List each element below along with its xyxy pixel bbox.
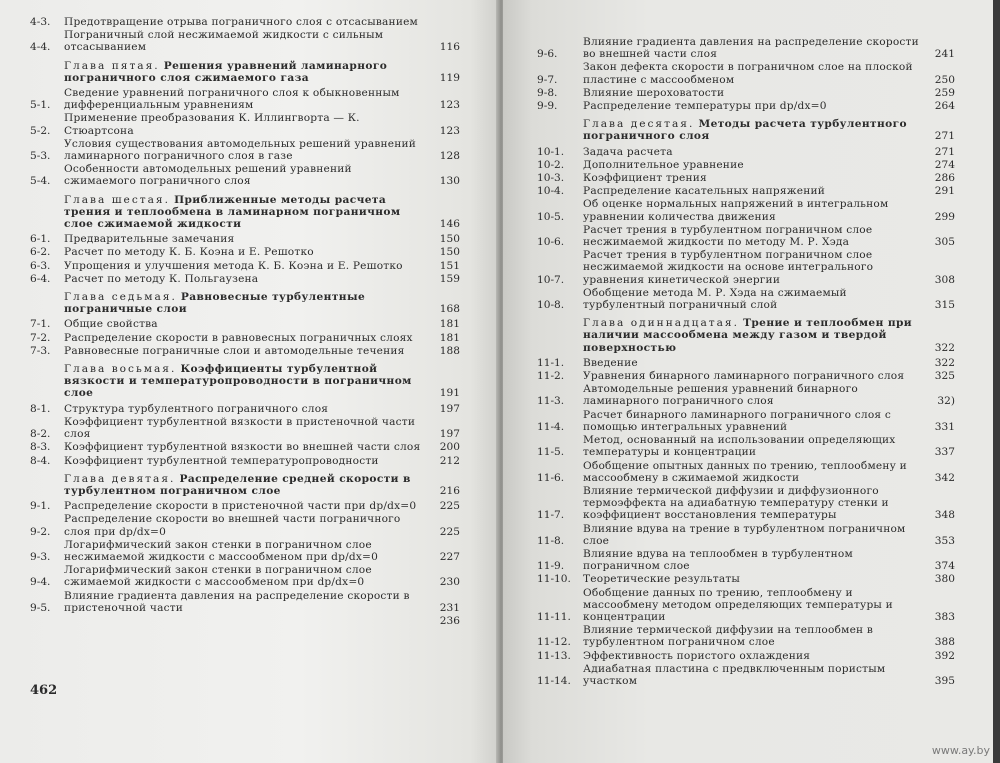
- entry-number: 4-4.: [30, 41, 51, 54]
- entry-number: 10-6.: [537, 236, 565, 249]
- entry-title: [583, 409, 921, 433]
- toc-entry: [30, 138, 460, 162]
- entry-text: Уравнения бинарного ламинарного пограничного слоя: [583, 370, 905, 383]
- entry-text: Расчет трения в турбулентном пограничном слое несжимаемой жидкости по методу М. Р. Хэда: [583, 223, 873, 249]
- entry-title: [583, 224, 921, 248]
- toc-entry: [537, 249, 955, 286]
- entry-title: [64, 590, 426, 614]
- entry-text: Расчет трения в турбулентном пограничном слое несжимаемой жидкости на основе интегрального уравнения кинетической энергии: [583, 249, 874, 286]
- entry-title: [64, 112, 426, 136]
- entry-number: 10-5.: [537, 210, 565, 223]
- toc-entry: [30, 539, 460, 563]
- entry-title: [64, 455, 426, 467]
- entry-text: Влияние шероховатости: [583, 86, 725, 99]
- entry-text: Распределение скорости в пристеночной части при dp/dx=0: [64, 500, 417, 513]
- toc-entry: [537, 287, 955, 311]
- entry-text: Коэффициенты турбулентной вязкости и температуропроводности в пограничном слое: [64, 363, 412, 400]
- entry-page-number: 241: [934, 48, 955, 61]
- toc-entry: [30, 273, 460, 285]
- toc-entry: [30, 615, 460, 627]
- entry-number: 8-3.: [30, 441, 51, 454]
- entry-page-number: 322: [934, 356, 955, 369]
- entry-text: Структура турбулентного пограничного слоя: [64, 402, 329, 415]
- toc-entry: [30, 29, 460, 53]
- entry-text: Распределение скорости в равновесных пограничных слоях: [64, 331, 413, 344]
- chapter-label: Глава одиннадцатая.: [583, 317, 739, 330]
- toc-entry: [537, 87, 955, 99]
- entry-number: 9-4.: [30, 576, 51, 589]
- entry-number: 8-1.: [30, 402, 51, 415]
- entry-text: Влияние вдува на теплообмен в турбулентном пограничном слое: [583, 547, 853, 573]
- entry-page-number: 331: [934, 420, 955, 433]
- toc-entry: [537, 36, 955, 60]
- entry-number: 6-1.: [30, 233, 51, 246]
- chapter-heading: [537, 118, 955, 142]
- entry-text: Расчет бинарного ламинарного пограничного слоя с помощью интегральных уравнений: [583, 408, 892, 433]
- toc-entry: [537, 548, 955, 572]
- entry-number: 10-2.: [537, 158, 565, 171]
- entry-text: Общие свойства: [64, 318, 158, 331]
- entry-page-number: 348: [934, 509, 955, 522]
- toc-entry: [537, 409, 955, 433]
- toc-entry: [30, 87, 460, 111]
- entry-title: [583, 287, 921, 311]
- entry-title: [64, 416, 426, 440]
- toc-entry: [537, 587, 955, 624]
- page-number: 462: [30, 683, 58, 698]
- entry-title: [64, 513, 426, 537]
- toc-entry: [537, 573, 955, 585]
- entry-text: Логарифмический закон стенки в пограничном слое несжимаемой жидкости с массообменом при dp/dx=0: [64, 538, 379, 563]
- entry-page-number: 380: [934, 573, 955, 586]
- entry-page-number: 116: [439, 41, 460, 54]
- toc-entry: [537, 485, 955, 522]
- entry-text: Логарифмический закон стенки в пограничном слое сжимаемой жидкости с массообменом при dp/dx=0: [64, 564, 372, 589]
- entry-text: Решения уравнений ламинарного пограничного слоя сжимаемого газа: [64, 59, 388, 84]
- chapter-title: [64, 291, 426, 315]
- entry-page-number: 383: [934, 610, 955, 623]
- entry-number: 5-1.: [30, 99, 51, 112]
- entry-number: 11-12.: [537, 636, 571, 649]
- entry-text: Эффективность пористого охлаждения: [583, 649, 811, 662]
- toc-entry: [537, 434, 955, 458]
- entry-page-number: 392: [934, 649, 955, 662]
- entry-title: [583, 650, 921, 662]
- entry-number: 11-6.: [537, 471, 565, 484]
- toc-entry: [30, 513, 460, 537]
- entry-number: 11-14.: [537, 674, 571, 687]
- toc-entry: [537, 370, 955, 382]
- entry-number: 11-1.: [537, 356, 565, 369]
- toc-entry: [30, 260, 460, 272]
- toc-entry: [30, 318, 460, 330]
- entry-page-number: 236: [439, 614, 460, 627]
- chapter-label: Глава десятая.: [583, 118, 695, 131]
- entry-page-number: 216: [439, 484, 460, 497]
- entry-page-number: 212: [439, 454, 460, 467]
- entry-page-number: 197: [439, 402, 460, 415]
- toc-entry: [30, 345, 460, 357]
- entry-text: Особенности автомодельных решений уравнений сжимаемого пограничного слоя: [64, 163, 352, 188]
- entry-page-number: 191: [439, 387, 460, 400]
- entry-page-number: 151: [439, 259, 460, 272]
- chapter-heading: [30, 194, 460, 231]
- entry-page-number: 128: [439, 150, 460, 163]
- entry-page-number: 299: [934, 210, 955, 223]
- entry-page-number: 150: [439, 246, 460, 259]
- entry-title: [64, 318, 426, 330]
- toc-entry: [30, 500, 460, 512]
- entry-title: [583, 100, 921, 112]
- entry-number: 11-11.: [537, 610, 571, 623]
- toc-entry: [30, 441, 460, 453]
- entry-number: 9-1.: [30, 500, 51, 513]
- entry-text: Влияние градиента давления на распределение скорости в пристеночной части: [64, 589, 410, 614]
- entry-text: Автомодельные решения уравнений бинарного ламинарного пограничного слоя: [583, 383, 858, 408]
- entry-number: 9-6.: [537, 48, 558, 61]
- toc-entry: [30, 332, 460, 344]
- entry-number: 10-7.: [537, 273, 565, 286]
- entry-page-number: 353: [934, 534, 955, 547]
- entry-title: [64, 332, 426, 344]
- entry-title: [583, 485, 921, 522]
- entry-page-number: 123: [439, 99, 460, 112]
- toc-entry: [537, 172, 955, 184]
- entry-number: 5-4.: [30, 175, 51, 188]
- toc-entry: [537, 224, 955, 248]
- entry-title: [583, 434, 921, 458]
- page-edge-shadow: [993, 0, 1000, 763]
- chapter-title: [64, 194, 426, 231]
- entry-title: [583, 460, 921, 484]
- entry-number: 11-10.: [537, 573, 571, 586]
- entry-text: Расчет по методу К. Польгаузена: [64, 272, 259, 285]
- entry-text: Обобщение метода М. Р. Хэда на сжимаемый турбулентный пограничный слой: [583, 286, 847, 312]
- entry-title: [64, 564, 426, 588]
- entry-text: Обобщение данных по трению, теплообмену и массообмену методом определяющих температуры и концентрации: [583, 586, 893, 623]
- entry-title: [583, 249, 921, 286]
- chapter-label: Глава восьмая.: [64, 363, 177, 376]
- entry-page-number: 250: [934, 73, 955, 86]
- entry-page-number: 395: [934, 674, 955, 687]
- entry-number: 8-4.: [30, 454, 51, 467]
- toc-entry: [30, 416, 460, 440]
- entry-text: Приближенные методы расчета трения и теплообмена в ламинарном пограничном слое сжимаемой жидкости: [64, 193, 401, 231]
- entry-page-number: 271: [934, 145, 955, 158]
- chapter-heading: [30, 363, 460, 400]
- entry-page-number: 231: [439, 601, 460, 614]
- entry-page-number: 181: [439, 331, 460, 344]
- entry-text: Пограничный слой несжимаемой жидкости с сильным отсасыванием: [64, 29, 384, 54]
- toc-entry: [537, 663, 955, 687]
- entry-text: Дополнительное уравнение: [583, 158, 744, 171]
- toc-entry: [537, 650, 955, 662]
- entry-text: Упрощения и улучшения метода К. Б. Коэна и Е. Решотко: [64, 259, 403, 272]
- entry-text: Коэффициент трения: [583, 172, 707, 185]
- entry-title: [64, 163, 426, 187]
- entry-number: 9-3.: [30, 550, 51, 563]
- chapter-label: Глава шестая.: [64, 193, 170, 206]
- entry-title: [583, 548, 921, 572]
- toc-entry: [537, 357, 955, 369]
- entry-text: Методы расчета турбулентного пограничного слоя: [583, 118, 907, 143]
- entry-text: Коэффициент турбулентной вязкости во внешней части слоя: [64, 441, 421, 454]
- entry-number: 9-2.: [30, 525, 51, 538]
- entry-title: [583, 587, 921, 624]
- entry-page-number: 374: [934, 560, 955, 573]
- entry-page-number: 181: [439, 318, 460, 331]
- entry-number: 5-3.: [30, 150, 51, 163]
- entry-number: 10-4.: [537, 185, 565, 198]
- entry-text: Распределение средней скорости в турбулентном пограничном слое: [64, 472, 411, 497]
- chapter-title: [583, 317, 921, 354]
- entry-page-number: 259: [934, 86, 955, 99]
- entry-page-number: 119: [439, 71, 460, 84]
- entry-number: 4-3.: [30, 16, 51, 28]
- entry-page-number: 150: [439, 233, 460, 246]
- entry-text: Распределение температуры при dp/dx=0: [583, 100, 827, 113]
- toc-entry: [30, 246, 460, 258]
- entry-text: Теоретические результаты: [583, 573, 741, 586]
- entry-number: 6-3.: [30, 259, 51, 272]
- entry-number: 9-9.: [537, 100, 558, 113]
- toc-entry: [30, 403, 460, 415]
- entry-title: [583, 357, 921, 369]
- toc-entry: [537, 146, 955, 158]
- watermark: www.ay.by: [931, 744, 990, 757]
- entry-title: [583, 663, 921, 687]
- entry-title: [64, 345, 426, 357]
- toc-entry: [537, 460, 955, 484]
- toc-entry: [30, 233, 460, 245]
- entry-title: [64, 403, 426, 415]
- entry-number: 9-5.: [30, 601, 51, 614]
- toc-entry: [537, 61, 955, 85]
- entry-page-number: 188: [439, 344, 460, 357]
- entry-page-number: 227: [439, 550, 460, 563]
- toc-entry: [537, 624, 955, 648]
- entry-number: 11-9.: [537, 560, 565, 573]
- chapter-heading: [30, 60, 460, 84]
- entry-number: 7-2.: [30, 331, 51, 344]
- toc-entry: [30, 16, 460, 28]
- entry-text: Трение и теплообмен при наличии массообмена между газом и твердой поверхностью: [583, 317, 913, 354]
- entry-page-number: 264: [934, 100, 955, 113]
- entry-page-number: 325: [934, 370, 955, 383]
- entry-number: 5-2.: [30, 124, 51, 137]
- toc-entry: [537, 159, 955, 171]
- entry-text: Влияние термической диффузии и диффузионного термоэффекта на адиабатную температуру стенки и коэффициент восстановления температуры: [583, 484, 889, 522]
- entry-page-number: 168: [439, 303, 460, 316]
- entry-title: [583, 370, 921, 382]
- entry-number: 10-3.: [537, 172, 565, 185]
- entry-title: [583, 523, 921, 547]
- entry-page-number: 388: [934, 636, 955, 649]
- entry-page-number: 225: [439, 500, 460, 513]
- chapter-label: Глава девятая.: [64, 472, 176, 485]
- toc-entry: [30, 590, 460, 614]
- entry-title: [583, 36, 921, 60]
- chapter-title: [583, 118, 921, 142]
- entry-title: [583, 146, 921, 158]
- entry-title: [64, 87, 426, 111]
- entry-text: Влияние градиента давления на распределение скорости во внешней части слоя: [583, 36, 919, 61]
- entry-number: 11-3.: [537, 395, 565, 408]
- entry-number: 9-7.: [537, 73, 558, 86]
- entry-page-number: 230: [439, 576, 460, 589]
- entry-text: Расчет по методу К. Б. Коэна и Е. Решотко: [64, 246, 314, 259]
- chapter-heading: [30, 291, 460, 315]
- entry-title: [583, 573, 921, 585]
- entry-text: Задача расчета: [583, 145, 673, 158]
- entry-text: Коэффициент турбулентной вязкости в пристеночной части слоя: [64, 415, 416, 441]
- entry-title: [583, 159, 921, 171]
- entry-title: [583, 383, 921, 407]
- toc-entry: [30, 564, 460, 588]
- entry-number: 6-2.: [30, 246, 51, 259]
- entry-page-number: 315: [934, 299, 955, 312]
- entry-text: Влияние термической диффузии на теплообмен в турбулентном пограничном слое: [583, 624, 874, 649]
- entry-page-number: 225: [439, 525, 460, 538]
- entry-title: [64, 539, 426, 563]
- entry-title: [583, 172, 921, 184]
- entry-text: Равновесные пограничные слои и автомодельные течения: [64, 344, 405, 357]
- entry-text: Распределение скорости во внешней части пограничного слоя при dp/dx=0: [64, 513, 401, 538]
- entry-text: Закон дефекта скорости в пограничном слое на плоской пластине с массообменом: [583, 61, 913, 86]
- toc-entry: [30, 455, 460, 467]
- toc-entry: [537, 383, 955, 407]
- entry-page-number: 123: [439, 124, 460, 137]
- entry-page-number: 308: [934, 273, 955, 286]
- entry-page-number: 305: [934, 236, 955, 249]
- entry-page-number: 337: [934, 446, 955, 459]
- entry-number: 11-5.: [537, 446, 565, 459]
- entry-number: 11-2.: [537, 370, 565, 383]
- entry-page-number: 271: [934, 130, 955, 143]
- entry-page-number: 286: [934, 172, 955, 185]
- entry-number: 8-2.: [30, 428, 51, 441]
- entry-title: [64, 233, 426, 245]
- entry-page-number: 274: [934, 158, 955, 171]
- entry-number: 7-3.: [30, 344, 51, 357]
- entry-number: 7-1.: [30, 318, 51, 331]
- entry-title: [64, 500, 426, 512]
- chapter-heading: [30, 473, 460, 497]
- entry-number: 10-1.: [537, 145, 565, 158]
- entry-number: 6-4.: [30, 272, 51, 285]
- entry-page-number: 197: [439, 428, 460, 441]
- entry-text: Адиабатная пластина с предвключенным пористым участком: [583, 662, 886, 687]
- entry-number: 11-7.: [537, 509, 565, 522]
- entry-page-number: 342: [934, 471, 955, 484]
- entry-title: [583, 61, 921, 85]
- chapter-label: Глава седьмая.: [64, 291, 177, 304]
- entry-page-number: 146: [439, 218, 460, 231]
- entry-title: [64, 260, 426, 272]
- right-page: [503, 0, 993, 763]
- entry-title: [583, 185, 921, 197]
- entry-number: 11-8.: [537, 534, 565, 547]
- toc-entry: [537, 523, 955, 547]
- entry-text: Обобщение опытных данных по трению, теплообмену и массообмену в сжимаемой жидкости: [583, 459, 907, 484]
- entry-text: Сведение уравнений пограничного слоя к обыкновенным дифференциальным уравнениям: [64, 87, 400, 112]
- entry-title: [64, 441, 426, 453]
- entry-text: Влияние вдува на трение в турбулентном пограничном слое: [583, 522, 906, 547]
- entry-text: Условия существования автомодельных решений уравнений ламинарного пограничного слоя в газе: [64, 137, 417, 163]
- toc-entry: [537, 185, 955, 197]
- entry-page-number: 159: [439, 272, 460, 285]
- entry-text: Введение: [583, 356, 638, 369]
- entry-title: [583, 87, 921, 99]
- entry-text: Предварительные замечания: [64, 233, 235, 246]
- entry-title: [64, 29, 426, 53]
- entry-title: [583, 198, 921, 222]
- entry-title: [64, 273, 426, 285]
- entry-title: [64, 16, 426, 28]
- chapter-label: Глава пятая.: [64, 59, 160, 72]
- entry-page-number: 322: [934, 341, 955, 354]
- entry-number: 11-13.: [537, 649, 571, 662]
- chapter-title: [64, 363, 426, 400]
- entry-title: [64, 246, 426, 258]
- chapter-title: [64, 473, 426, 497]
- entry-title: [64, 138, 426, 162]
- toc-entry: [30, 163, 460, 187]
- chapter-heading: [537, 317, 955, 354]
- entry-text: Метод, основанный на использовании определяющих температуры и концентрации: [583, 434, 896, 459]
- entry-page-number: 130: [439, 175, 460, 188]
- entry-page-number: 291: [934, 185, 955, 198]
- entry-page-number: 200: [439, 441, 460, 454]
- entry-text: Распределение касательных напряжений: [583, 185, 825, 198]
- entry-title: [583, 624, 921, 648]
- right-toc-list: [537, 36, 955, 687]
- entry-text: Применение преобразования К. Иллингворта — К. Стюартсона: [64, 112, 360, 137]
- entry-text: Предотвращение отрыва пограничного слоя с отсасыванием: [64, 16, 418, 28]
- toc-entry: [537, 198, 955, 222]
- entry-text: Равновесные турбулентные пограничные слои: [64, 291, 366, 316]
- left-toc-list: [30, 16, 460, 627]
- entry-text: Коэффициент турбулентной температуропроводности: [64, 454, 379, 467]
- entry-number: 9-8.: [537, 86, 558, 99]
- entry-text: Об оценке нормальных напряжений в интегральном уравнении количества движения: [583, 198, 889, 223]
- entry-page-number: 32): [937, 395, 955, 408]
- toc-entry: [30, 112, 460, 136]
- entry-number: 11-4.: [537, 420, 565, 433]
- entry-number: 10-8.: [537, 299, 565, 312]
- chapter-title: [64, 60, 426, 84]
- toc-entry: [537, 100, 955, 112]
